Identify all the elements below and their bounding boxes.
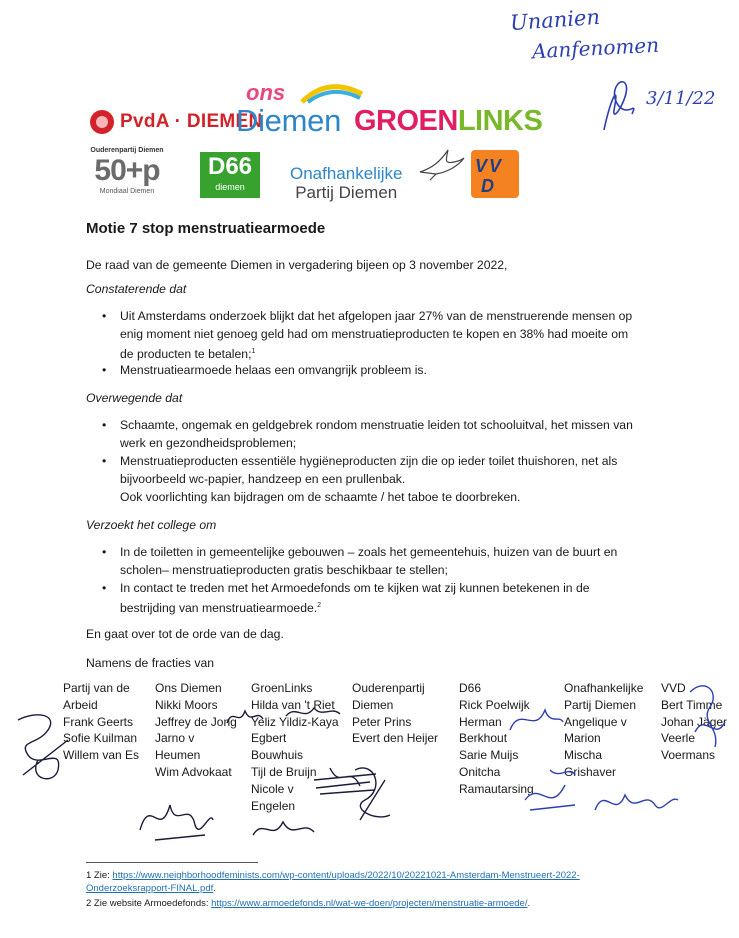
motion-title: Motie 7 stop menstruatiearmoede <box>86 220 326 237</box>
handwritten-date-text: 3/11/22 <box>646 88 715 109</box>
heading-verzoekt: Verzoekt het college om <box>86 518 217 532</box>
vvd-letters-icon <box>471 150 519 198</box>
signature-scribble <box>505 700 565 740</box>
heading-overwegende: Overwegende dat <box>86 391 183 405</box>
footnote-2: 2 Zie website Armoedefonds: https://www.armoedefonds.nl/wat-we-doen/projecten/menstruatie-armoede/. <box>86 898 531 909</box>
handwritten-initial-date <box>600 70 715 140</box>
list-item: • Menstruatieproducten essentiële hygiëneproducten zijn die op ieder toilet thuishoren, net als bijvoorbeeld wc-papier, handzeep en een prullenbak. Ook voorlichting kan bijdragen om de schaamte / het taboe te doorbreken. <box>120 452 680 506</box>
party-column-onafhankelijke: Onafhankelijke Partij Diemen Angelique v Marion Mischa Grishaver <box>564 681 644 779</box>
svg-text:D: D <box>481 176 494 196</box>
heading-constaterende: Constaterende dat <box>86 282 187 296</box>
logo-ouderenpartij: Ouderenpartij Diemen 50+p Mondiaal Diemen <box>90 147 164 195</box>
party-column-groenlinks: GroenLinks Hilda van 't Riet Yeliz Yildiz-Kaya Egbert Bouwhuis Tijl de Bruijn Nicole v Engelen <box>251 681 339 813</box>
signature-scribble <box>345 760 395 830</box>
namens-text: Namens de fracties van <box>86 656 215 670</box>
footnote-ref-2: 2 <box>317 602 322 609</box>
list-item: • In contact te treden met het Armoedefonds om te kijken wat zij kunnen betekenen in de bestrijding van menstruatiearmoede.$^2$ <box>120 579 680 617</box>
dove-icon <box>418 142 466 182</box>
intro-text: De raad van de gemeente Diemen in vergadering bijeen op 3 november 2022, <box>86 258 508 272</box>
signature-scribble <box>282 700 342 725</box>
logo-groenlinks: GROENLINKS <box>354 105 543 137</box>
list-item: • Menstruatiearmoede helaas een omvangrijk probleem is. <box>120 361 680 379</box>
party-column-ouderenpartij: Ouderenpartij Diemen Peter Prins Evert den Heijer <box>352 681 439 746</box>
signature-scribble <box>680 672 730 762</box>
signature-scribble <box>135 790 215 850</box>
rose-icon <box>90 110 114 134</box>
footnote-divider <box>86 862 258 863</box>
handwritten-note-unanimous: Unanien <box>509 4 601 36</box>
closing-text: En gaat over tot de orde van de dag. <box>86 627 284 641</box>
footnote-1-link-cont[interactable]: Onderzoeksrapport-FINAL.pdf <box>86 882 214 894</box>
list-item: • Uit Amsterdams onderzoek blijkt dat het afgelopen jaar 27% van de menstruerende mensen op enig moment niet genoeg geld had om menstruatieproducten te kopen en 38% had moeite om de producten te betalen;$^1$ <box>120 307 680 363</box>
list-item: • In de toiletten in gemeentelijke gebouwen – zoals het gemeentehuis, huizen van de buurt en scholen– menstruatieproducten gratis beschikbaar te stellen; <box>120 543 680 579</box>
svg-text:V: V <box>475 156 488 176</box>
logo-onafhankelijke-partij: Onafhankelijke Partij Diemen <box>290 164 403 202</box>
logo-ons-text: ons <box>246 80 286 105</box>
party-column-vvd: VVD Bert Timme Johan Jäger Veerle Voermans <box>661 681 728 763</box>
signature-scribble <box>225 705 265 730</box>
handwritten-note-accepted: Aanfenomen <box>531 32 660 64</box>
list-item: • Schaamte, ongemak en geldgebrek rondom menstruatie leiden tot schooluitval, het missen van werk en gezondheidsproblemen; <box>120 416 680 452</box>
logo-pvda: PvdA · DIEMEN <box>90 110 263 134</box>
party-column-d66: D66 Rick Poelwijk Herman Berkhout Sarie Muijs Onitcha Ramautarsing <box>459 681 534 796</box>
signature-scribble <box>248 810 318 850</box>
signature-scribble <box>590 775 680 825</box>
footnote-2-link[interactable]: https://www.armoedefonds.nl/wat-we-doen/projecten/menstruatie-armoede/ <box>211 898 528 909</box>
party-column-pvda: Partij van de Arbeid Frank Geerts Sofie Kuilman Willem van Es <box>63 681 140 763</box>
signature-scribble <box>520 760 580 820</box>
signature-scribble <box>8 700 88 790</box>
footnote-1: 1 Zie: https://www.neighborhoodfeminists.com/wp-content/uploads/2022/10/20221021-Amsterdam-Menstrueert-2022- Onderzoeksrapport-FINAL.pdf. <box>86 870 580 894</box>
logo-d66: D66 diemen <box>200 152 260 198</box>
logo-ons-diemen: Diemen <box>236 103 342 138</box>
ons-arc-icon <box>298 80 368 104</box>
svg-text:V: V <box>489 156 502 176</box>
party-column-ons-diemen: Ons Diemen Nikki Moors Jeffrey de Jong Jarno v Heumen Wim Advokaat <box>155 681 237 779</box>
footnote-1-link[interactable]: https://www.neighborhoodfeminists.com/wp-content/uploads/2022/10/20221021-Amsterdam-Menstrueert-2022- <box>112 870 580 881</box>
footnote-ref-1: 1 <box>251 348 256 355</box>
logo-vvd <box>471 150 519 198</box>
